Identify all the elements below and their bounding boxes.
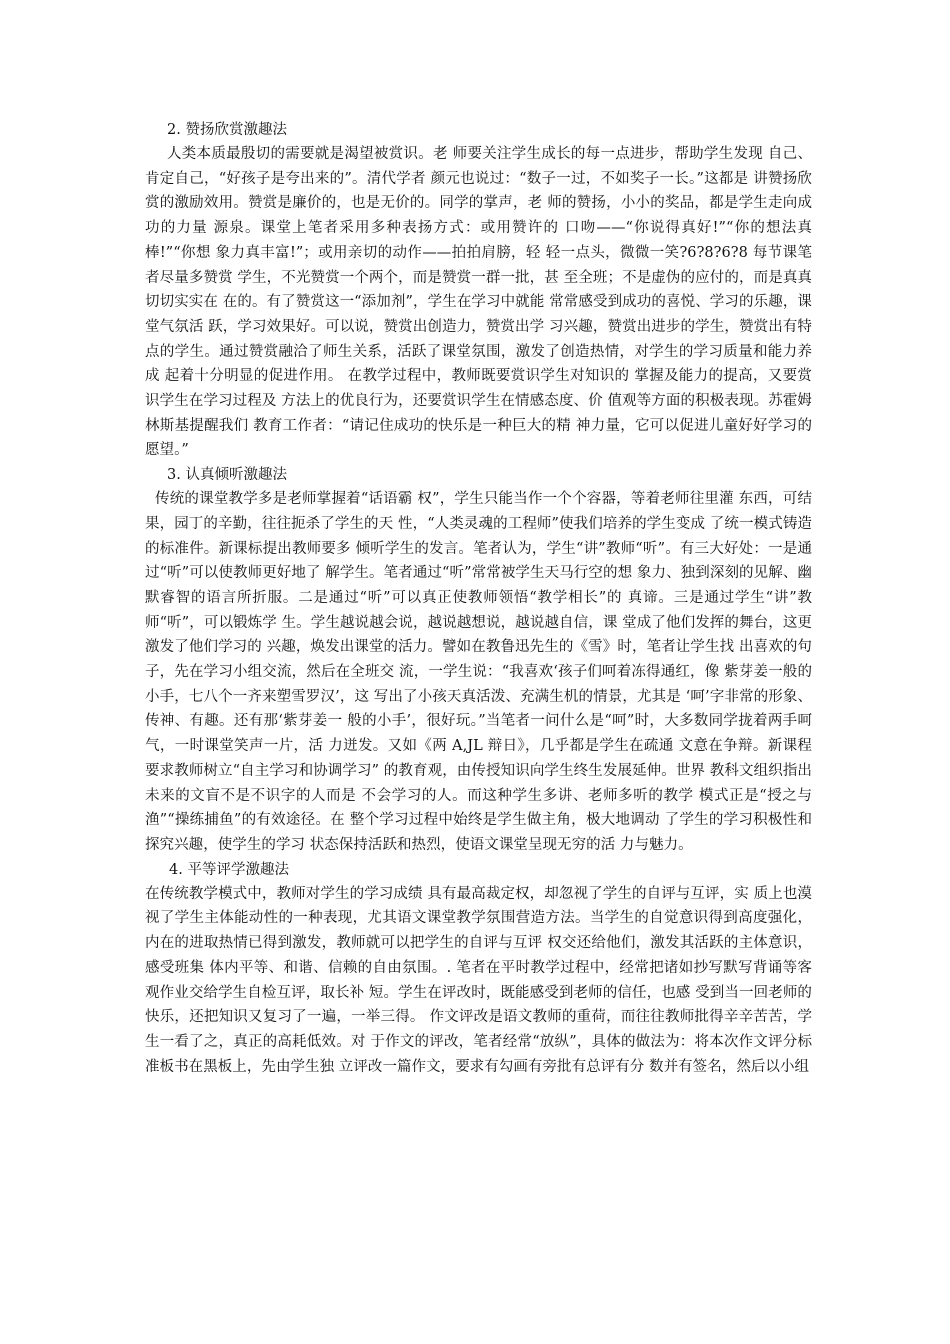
section-heading-2: 2. 赞扬欣赏激趣法: [167, 122, 287, 138]
section-heading-3: 3. 认真倾听激趣法: [167, 467, 287, 484]
section-body-4: 在传统教学模式中，教师对学生的学习成绩 具有最高裁定权，却忽视了学生的自评与互评，实 质上也漠视了学生主体能动性的一种表现，尤其语文课堂教学氛围营造方法。当学生的自觉意识得到高度强化，内在的进取热情已得到激发，教师就可以把学生的自评与互评 权交还给他们，激发其活跃的主体意识，感受班集 体内平等、和谐、信赖的自由氛围。. 笔者在平时教学过程中，经常把诸如抄写默写背诵等客观作业交给学生自检互评，取长补 短。学生在评改时，既能感受到老师的信任，也感 受到当一回老师的快乐，还把知识又复习了一遍，一举三得。 作文评改是语文教师的重荷，而往往教师批得辛辛苦苦，学生一看了之，真正的高耗低效。对 于作文的评改，笔者经常“放纵”，具体的做法为：将本次作文评分标准板书在黑板上，先由学生独 立评改一篇作文，要求有勾画有旁批有总评有分 数并有签名，然后以小组: [145, 885, 812, 1075]
section-heading-4: 4. 平等评学激趣法: [169, 861, 289, 878]
section-body-3: 传统的课堂教学多是老师掌握着“话语霸 权”，学生只能当作一个个容器，等着老师往里灌 东西，可结果，园丁的辛勤，往往扼杀了学生的天 性，“人类灵魂的工程师”使我们培养的学生变成 了统一模式铸造的标准件。新课标提出教师要多 倾听学生的发言。笔者认为，学生“讲”教师“听”。有三大好处：一是通过“听”可以使教师更好地了 解学生。笔者通过“听”常常被学生天马行空的想 象力、独到深刻的见解、幽默睿智的语言所折服。二是通过“听”可以真正使教师领悟“教学相长”的 真谛。三是通过学生“讲”教师“听”，可以锻炼学 生。学生越说越会说，越说越想说，越说越自信，课 堂成了他们发挥的舞台，这更激发了他们学习的 兴趣，焕发出课堂的活力。譬如在教鲁迅先生的《雪》时，笔者让学生找 出喜欢的句子，先在学习小组交流，然后在全班交 流，一学生说：“我喜欢‘孩子们呵着冻得通红，像 紫芽姜一般的小手，七八个一齐来塑雪罗汉’，这 写出了小孩天真活泼、充满生机的情景，尤其是 ‘呵’字非常的形象、传神、有趣。还有那‘紫芽姜一 般的小手’，很好玩。”当笔者一问什么是“呵”时，大多数同学拢着两手呵气，一时课堂笑声一片，活 力迸发。又如《两 A,JL 辩日》，几乎都是学生在疏通 文意在争辩。新课程要求教师树立“自主学习和协调学习” 的教育观，由传授知识向学生终生发展延伸。世界 教科文组织指出未来的文盲不是不识字的人而是 不会学习的人。而这种学生多讲、老师多听的教学 模式正是“授之与渔”“操练捕鱼”的有效途径。在 整个学习过程中始终是学生做主角，极大地调动 了学生的学习积极性和探究兴趣，使学生的学习 状态保持活跃和热烈，使语文课堂呈现无穷的活 力与魅力。: [145, 491, 812, 853]
document-body: [145, 118, 812, 1079]
section-body-2: 人类本质最殷切的需要就是渴望被赏识。老 师要关注学生成长的每一点进步，帮助学生发现 自己、肯定自己，“好孩子是夸出来的”。清代学者 颜元也说过：“数子一过，不如奖子一长。”这都是 讲赞扬欣赏的激励效用。赞赏是廉价的，也是无价的。同学的掌声，老 师的赞扬，小小的奖品，都是学生走向成功的力量 源泉。课堂上笔者采用多种表扬方式：或用赞许的 口吻——“你说得真好!”“你的想法真棒!”“你想 象力真丰富!”；或用亲切的动作——拍拍肩膀，轻 轻一点头，微微一笑?6?8?6?8 每节课笔者尽量多赞赏 学生，不光赞赏一个两个，而是赞赏一群一批，甚 至全班；不是虚伪的应付的，而是真真切切实实在 在的。有了赞赏这一“添加剂”，学生在学习中就能 常常感受到成功的喜悦、学习的乐趣，课堂气氛活 跃，学习效果好。可以说，赞赏出创造力，赞赏出学 习兴趣，赞赏出进步的学生，赞赏出有特点的学生。通过赞赏融洽了师生关系，活跃了课堂氛围，激发了创造热情，对学生的学习质量和能力养成 起着十分明显的促进作用。 在教学过程中，教师既要赏识学生对知识的 掌握及能力的提高，又要赏识学生在学习过程及 方法上的优良行为，还要赏识学生在情感态度、价 值观等方面的积极表现。苏霍姆林斯基提醒我们 教育工作者：“请记住成功的快乐是一种巨大的精 神力量，它可以促进儿童好好学习的愿望。”: [145, 146, 812, 459]
